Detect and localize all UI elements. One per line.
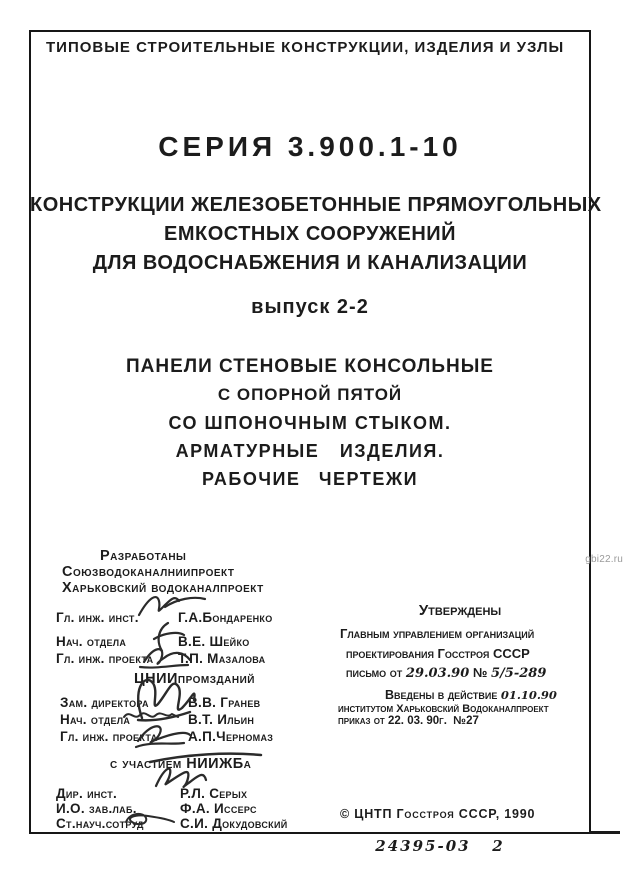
- approved-body-1: Главным управлением организаций: [340, 626, 535, 641]
- person-name: С.И. Докудовский: [180, 816, 288, 831]
- document-subject: [30, 353, 590, 493]
- role-label: Дир. инст.: [56, 786, 118, 801]
- role-label: Нач. отдела: [60, 712, 131, 727]
- effective-by: институтом Харьковский Водоканалпроект: [338, 703, 549, 715]
- person-name: Р.Л. Серых: [180, 786, 248, 801]
- approved-body-2: проектирования Госстроя СССР: [346, 646, 530, 661]
- subject-line-2: С ОПОРНОЙ ПЯТОЙ: [217, 385, 403, 404]
- person-name: А.П.Черномаз: [188, 729, 274, 744]
- signature-icon: [138, 644, 193, 670]
- frame-bottom-extension: [589, 831, 620, 834]
- effective-line: [385, 688, 557, 702]
- developer-org-3: ЦНИИпромзданий: [134, 671, 255, 687]
- copyright-line: © ЦНТП Госстроя СССР, 1990: [340, 807, 536, 821]
- effective-date: 01.10.90: [500, 688, 557, 702]
- signature-icon: [118, 810, 176, 828]
- signature-icon: [130, 721, 192, 749]
- letter-prefix: письмо от: [346, 665, 403, 680]
- approval-letter-line: [346, 665, 546, 681]
- subject-line-4: АРМАТУРНЫЕ ИЗДЕЛИЯ.: [175, 441, 445, 461]
- title-line-3: ДЛЯ ВОДОСНАБЖЕНИЯ И КАНАЛИЗАЦИИ: [92, 252, 528, 274]
- subject-line-5: РАБОЧИЕ ЧЕРТЕЖИ: [201, 469, 419, 489]
- signature-icon: [135, 591, 210, 619]
- letter-no-sign: №: [472, 665, 488, 680]
- role-label: Нач. отдела: [56, 634, 127, 649]
- developer-org-1: Союзводоканалниипроект: [62, 564, 235, 580]
- person-name: В.Т. Ильин: [188, 712, 255, 727]
- developed-heading: Разработаны: [100, 548, 187, 564]
- series-number: СЕРИЯ 3.900.1-10: [158, 131, 462, 162]
- person-name: Ф.А. Иссерс: [180, 801, 257, 816]
- approved-heading: Утверждены: [418, 602, 502, 619]
- role-label: Зам. директора: [60, 695, 149, 710]
- person-name: В.Е. Шейко: [178, 634, 250, 649]
- effective-prefix: Введены в действие: [385, 688, 498, 702]
- role-label: Гл. инж. инст.: [56, 610, 139, 625]
- issue-number: выпуск 2-2: [251, 296, 369, 318]
- developer-org-2: Харьковский водоканалпроект: [62, 580, 264, 596]
- subject-line-3: СО ШПОНОЧНЫМ СТЫКОМ.: [168, 413, 452, 433]
- document-title: [30, 191, 602, 278]
- letter-date: 29.03.90: [405, 666, 470, 681]
- role-label: Ст.науч.сотруд: [56, 816, 144, 831]
- participation-note: с участием НИИЖБа: [110, 756, 252, 772]
- person-name: Г.А.Бондаренко: [178, 610, 273, 625]
- role-label: И.О. зав.лаб.: [56, 801, 137, 816]
- subject-line-1: ПАНЕЛИ СТЕНОВЫЕ КОНСОЛЬНЫЕ: [126, 356, 494, 377]
- title-line-2: ЕМКОСТНЫХ СООРУЖЕНИЙ: [163, 223, 457, 245]
- order-line: приказ от 22. 03. 90г. №27: [338, 715, 479, 727]
- role-label: Гл. инж. проекта: [60, 729, 158, 744]
- signature-icon: [150, 762, 210, 792]
- letter-no-value: 5/5-289: [491, 666, 547, 681]
- site-watermark: gbi22.ru: [585, 554, 623, 565]
- role-label: Гл. инж. проекта: [56, 651, 154, 666]
- person-name: Т.П. Мазалова: [178, 651, 266, 666]
- title-line-1: КОНСТРУКЦИИ ЖЕЛЕЗОБЕТОННЫЕ ПРЯМОУГОЛЬНЫХ: [30, 194, 602, 216]
- document-header: ТИПОВЫЕ СТРОИТЕЛЬНЫЕ КОНСТРУКЦИИ, ИЗДЕЛИЯ И УЗЛЫ: [46, 39, 565, 56]
- person-name: В.В. Гранев: [188, 695, 261, 710]
- document-number: 24395-03 2: [375, 837, 505, 855]
